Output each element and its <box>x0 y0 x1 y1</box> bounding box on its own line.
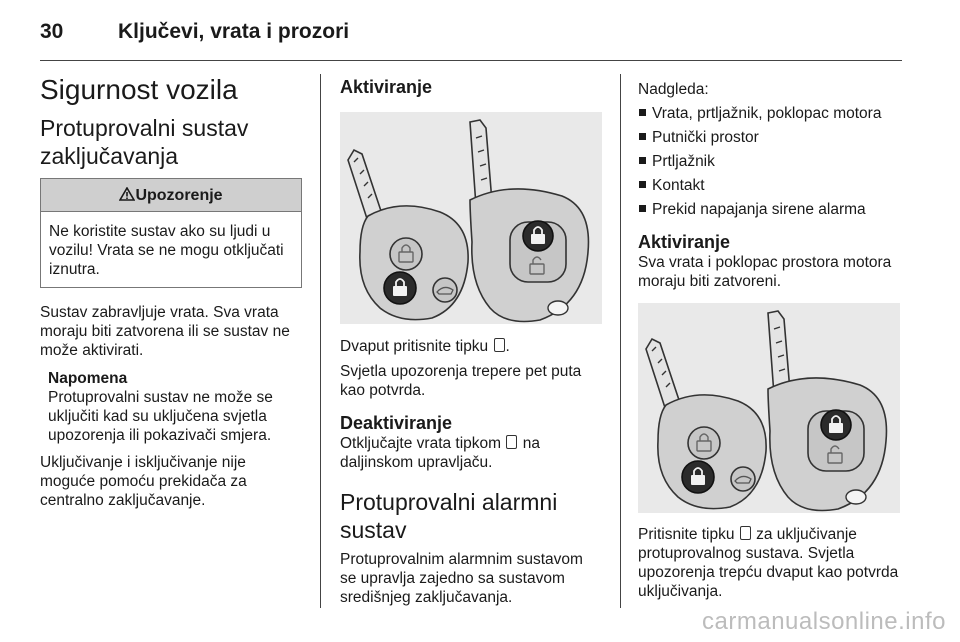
page-number: 30 <box>40 20 64 43</box>
unlock-icon <box>506 435 517 449</box>
alarm-system-title: Protuprovalni alarmni sustav <box>340 489 558 543</box>
list-item: Kontakt <box>638 176 902 195</box>
header-rule <box>40 60 902 61</box>
note-title: Napomena <box>48 370 128 387</box>
warning-header <box>41 179 301 212</box>
trunk-button-2 <box>731 467 755 491</box>
activation-heading-right: Aktiviranje <box>638 232 731 252</box>
right-column <box>638 80 902 601</box>
alarm-system-text: Protuprovalnim alarmnim sustavom se upravlja zajedno sa sustavom središnjeg zaključavanja. <box>340 551 583 606</box>
list-item: Prtljažnik <box>638 152 902 171</box>
press-once-text <box>638 525 902 601</box>
lock-button-left-2 <box>688 427 720 459</box>
warning-triangle-icon <box>119 187 135 201</box>
left-column <box>40 74 302 510</box>
chapter-title: Ključevi, vrata i prozori <box>118 20 350 43</box>
lock-button-right-dark-2 <box>821 410 851 440</box>
press-once-label: Pritisnite tipku <box>638 526 735 543</box>
column-divider-1 <box>320 74 321 608</box>
unlock-suffix: na daljinskom upravljaču. <box>340 435 540 471</box>
lock-icon <box>740 526 751 540</box>
flash-confirm-text: Svjetla upozorenja trepere pet puta kao potvrda. <box>340 363 582 399</box>
middle-column <box>340 76 602 607</box>
unlock-instructions <box>340 434 602 472</box>
press-twice-text <box>340 337 602 356</box>
subsection-title: Protuprovalni sustav zaključavanja <box>40 115 249 169</box>
list-item: Putnički prostor <box>638 128 902 147</box>
paragraph-switch-info: Uključivanje i isključivanje nije moguće pomoću prekidača za centralno zaključavanje. <box>40 454 247 509</box>
lock-button-right-dark <box>523 221 553 251</box>
key-fob-figure-2 <box>638 303 902 513</box>
press-twice-label: Dvaput pritisnite tipku <box>340 338 489 355</box>
lock-button-dark <box>384 272 416 304</box>
monitor-list <box>638 104 902 219</box>
warning-text: Ne koristite sustav ako su ljudi u vozilu! Vrata se ne mogu otključati iznutra. <box>49 223 284 278</box>
section-title: Sigurnost vozila <box>40 74 238 105</box>
watermark: carmanualsonline.info <box>702 608 946 635</box>
warning-title: Upozorenje <box>135 187 223 204</box>
key-fob-figure-1 <box>340 112 602 324</box>
warning-box <box>40 178 302 288</box>
activation-text: Sva vrata i poklopac prostora motora moraju biti zatvoreni. <box>638 254 892 290</box>
list-item: Vrata, prtljažnik, poklopac motora <box>638 104 902 123</box>
press-once-suffix: za uključivanje protuprovalnog sustava. Svjetla upozorenja trepću dvaput kao potvrda uključivanja. <box>638 526 899 600</box>
activation-heading: Aktiviranje <box>340 77 433 97</box>
press-twice-suffix: . <box>505 338 510 355</box>
deactivation-heading: Deaktiviranje <box>340 413 453 433</box>
lock-icon <box>494 338 505 352</box>
lock-button-left <box>390 238 422 270</box>
column-divider-2 <box>620 74 621 608</box>
unlock-label: Otključajte vrata tipkom <box>340 435 502 452</box>
list-item: Prekid napajanja sirene alarma <box>638 200 902 219</box>
paragraph-lock-info: Sustav zabravljuje vrata. Sva vrata moraju biti zatvorena ili se sustav ne može aktivirati. <box>40 304 290 359</box>
trunk-button <box>433 278 457 302</box>
note-block <box>40 369 302 445</box>
monitor-label: Nadgleda: <box>638 81 709 98</box>
lock-button-dark-2 <box>682 461 714 493</box>
note-text: Protuprovalni sustav ne može se uključiti kad su uključena svjetla upozorenja ili pokazivači smjera. <box>48 389 273 444</box>
